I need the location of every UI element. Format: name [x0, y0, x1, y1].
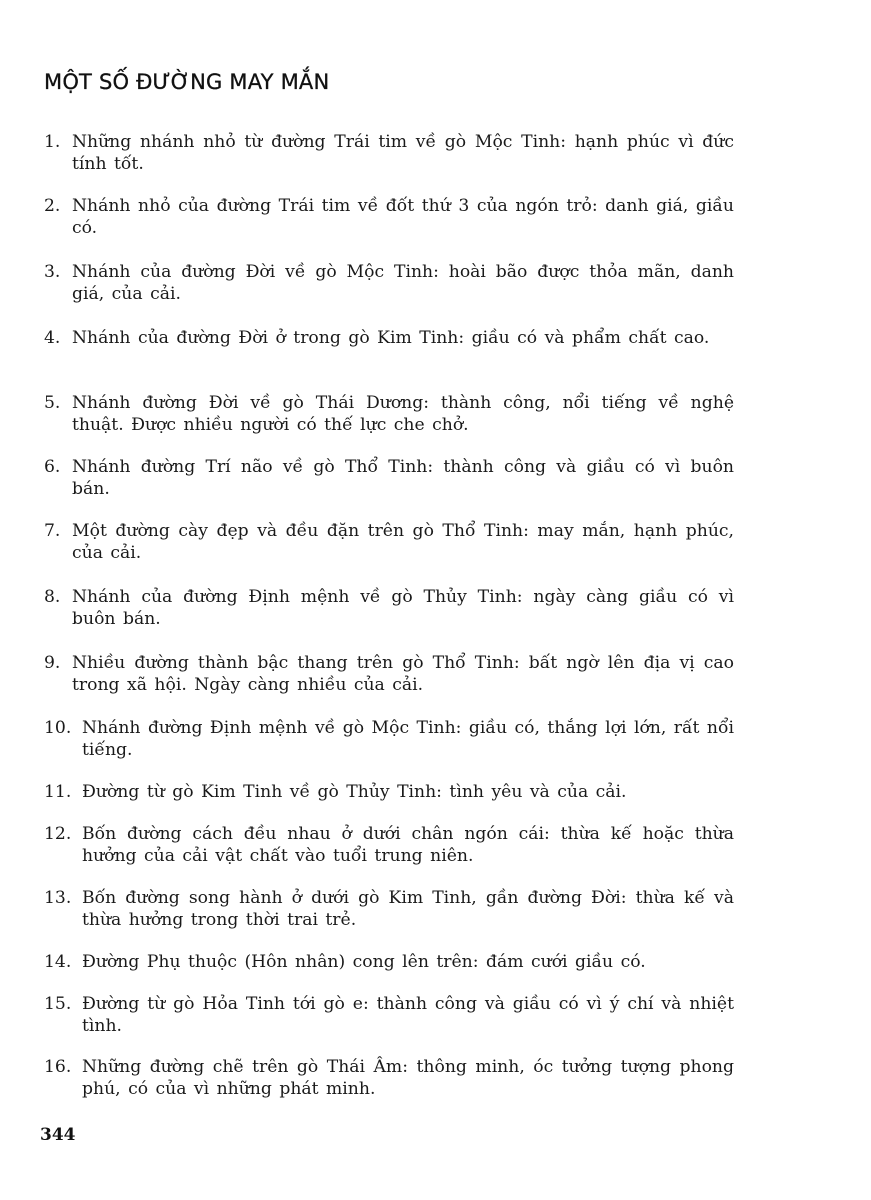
item-number: 1. [44, 132, 61, 152]
list-item [44, 887, 734, 931]
list-item [44, 781, 734, 803]
item-number: 7. [44, 521, 61, 541]
item-text: Nhiều đường thành bậc thang trên gò Thổ Tinh: bất ngờ lên địa vị cao trong xã hội. Ngày càng nhiều của cải. [72, 653, 734, 695]
item-number: 2. [44, 196, 61, 216]
item-number: 9. [44, 653, 61, 673]
page-number: 344 [40, 1125, 76, 1145]
list-item [44, 652, 734, 696]
item-text: Đường từ gò Hỏa Tinh tới gò e: thành công và giầu có vì ý chí và nhiệt tình. [82, 994, 734, 1036]
item-text: Nhánh đường Đời về gò Thái Dương: thành công, nổi tiếng về nghệ thuật. Được nhiều người có thế lực che chở. [72, 393, 734, 435]
list-item [44, 392, 734, 436]
item-text: Những nhánh nhỏ từ đường Trái tim về gò Mộc Tinh: hạnh phúc vì đức tính tốt. [72, 132, 734, 174]
item-number: 14. [44, 952, 72, 972]
list-item [44, 261, 734, 305]
item-number: 3. [44, 262, 61, 282]
list-item [44, 951, 734, 973]
item-text: Nhánh nhỏ của đường Trái tim về đốt thứ 3 của ngón trỏ: danh giá, giầu có. [72, 196, 734, 238]
item-number: 15. [44, 994, 72, 1014]
item-text: Bốn đường song hành ở dưới gò Kim Tinh, gần đường Đời: thừa kế và thừa hưởng trong thời trai trẻ. [82, 888, 734, 930]
list-item [44, 993, 734, 1037]
item-text: Nhánh của đường Đời về gò Mộc Tinh: hoài bão được thỏa mãn, danh giá, của cải. [72, 262, 734, 304]
item-text: Nhánh của đường Định mệnh về gò Thủy Tinh: ngày càng giầu có vì buôn bán. [72, 587, 734, 629]
item-number: 13. [44, 888, 72, 908]
item-text: Đường Phụ thuộc (Hôn nhân) cong lên trên: đám cưới giầu có. [82, 952, 646, 972]
item-number: 6. [44, 457, 61, 477]
page-title: MỘT SỐ ĐƯỜNG MAY MẮN [44, 70, 330, 94]
list-item [44, 195, 734, 239]
item-number: 16. [44, 1057, 72, 1077]
item-text: Đường từ gò Kim Tinh về gò Thủy Tinh: tình yêu và của cải. [82, 782, 627, 802]
list-item [44, 586, 734, 630]
item-text: Nhánh đường Trí não về gò Thổ Tinh: thành công và giầu có vì buôn bán. [72, 457, 734, 499]
item-text: Bốn đường cách đều nhau ở dưới chân ngón cái: thừa kế hoặc thừa hưởng của cải vật chất vào tuổi trung niên. [82, 824, 734, 866]
item-number: 11. [44, 782, 72, 802]
list-item [44, 131, 734, 175]
list-item [44, 520, 734, 564]
list-item [44, 717, 734, 761]
item-text: Nhánh đường Định mệnh về gò Mộc Tinh: giầu có, thắng lợi lớn, rất nổi tiếng. [82, 718, 734, 760]
item-text: Những đường chẽ trên gò Thái Âm: thông minh, óc tưởng tượng phong phú, có của vì những phát minh. [82, 1057, 734, 1099]
item-number: 10. [44, 718, 72, 738]
list-item [44, 1056, 734, 1100]
item-text: Nhánh của đường Đời ở trong gò Kim Tinh: giầu có và phẩm chất cao. [72, 328, 710, 348]
list-item [44, 327, 734, 349]
item-number: 12. [44, 824, 72, 844]
item-number: 4. [44, 328, 61, 348]
list-item [44, 456, 734, 500]
item-number: 5. [44, 393, 61, 413]
item-number: 8. [44, 587, 61, 607]
item-text: Một đường cày đẹp và đều đặn trên gò Thổ Tinh: may mắn, hạnh phúc, của cải. [72, 521, 734, 563]
list-item [44, 823, 734, 867]
